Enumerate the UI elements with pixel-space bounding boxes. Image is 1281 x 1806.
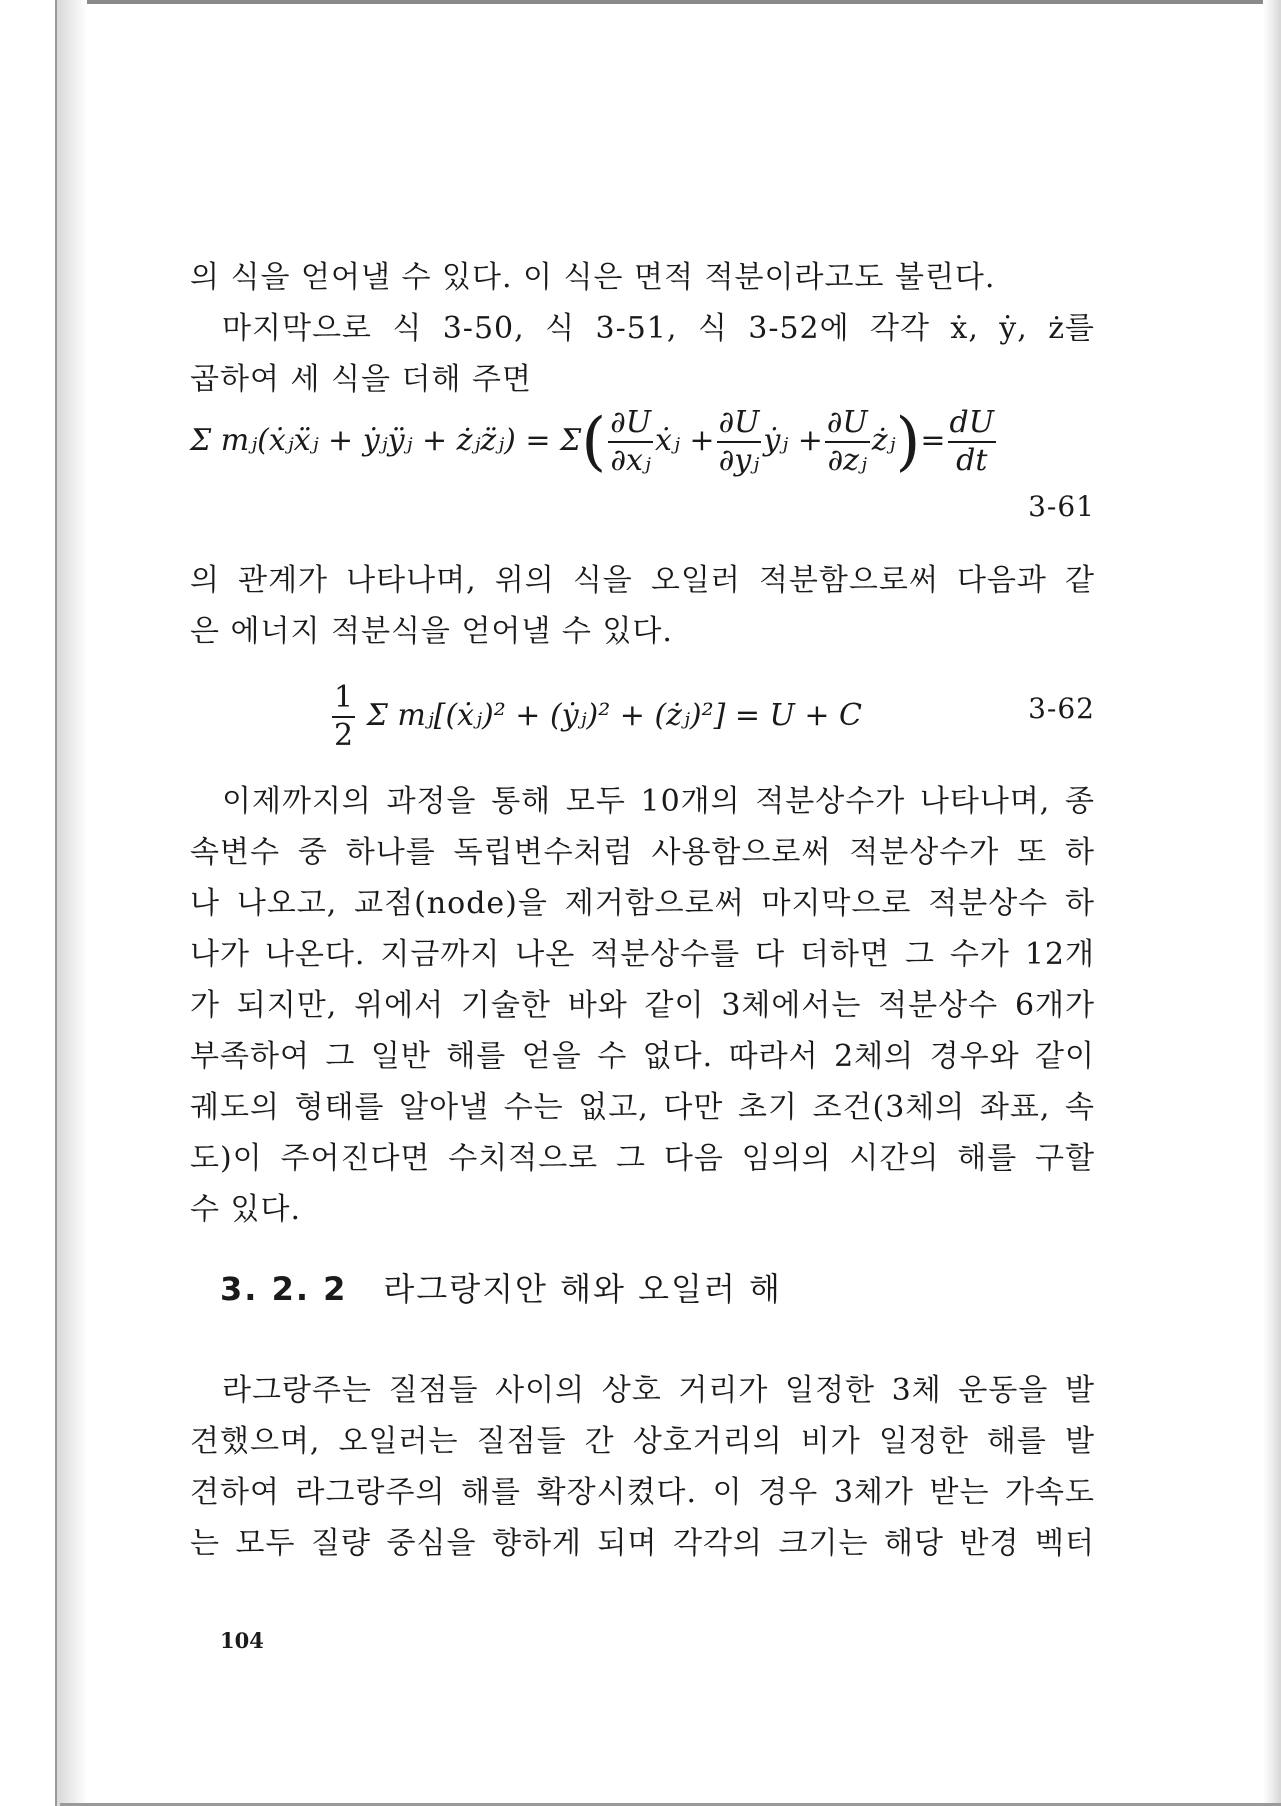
paragraph-line: 수 있다. [190, 1192, 302, 1227]
paragraph-line: 나 나오고, 교점(node)을 제거함으로써 마지막으로 적분상수 하 [190, 886, 1095, 921]
equation-term: ẏⱼ + [763, 423, 823, 458]
right-paren: ) [895, 405, 921, 479]
fraction-numerator: dU [948, 405, 997, 443]
equation-term: ẋⱼ + [655, 423, 715, 458]
paragraph-line: 속변수 중 하나를 독립변수처럼 사용함으로써 적분상수가 또 하 [190, 835, 1095, 870]
page-number: 104 [220, 1628, 264, 1653]
equation-body: Σ mⱼ[(ẋⱼ)² + (ẏⱼ)² + (żⱼ)²] = U + C [366, 698, 862, 733]
fraction-denominator: 2 [334, 718, 354, 753]
equation-term: żⱼ [871, 423, 896, 458]
equation-number: 3-61 [1028, 490, 1095, 523]
fraction-numerator: ∂U [825, 405, 870, 443]
paragraph-line: 이제까지의 과정을 통해 모두 10개의 적분상수가 나타나며, 종 [222, 784, 1095, 819]
page-left-edge [55, 0, 87, 1806]
book-page [190, 0, 1095, 1806]
paragraph-line: 마지막으로 식 3-50, 식 3-51, 식 3-52에 각각 ẋ, ẏ, ż를 [222, 311, 1095, 346]
fraction-denominator: ∂xⱼ [610, 443, 651, 478]
paragraph-line: 은 에너지 적분식을 얻어낼 수 있다. [190, 614, 673, 649]
paragraph-line: 도)이 주어진다면 수치적으로 그 다음 임의의 시간의 해를 구할 [190, 1141, 1095, 1176]
equation-3-62 [330, 680, 862, 754]
paragraph-line: 는 모두 질량 중심을 향하게 되며 각각의 크기는 해당 반경 벡터 [190, 1526, 1095, 1561]
equation-number: 3-62 [1028, 692, 1095, 725]
section-heading [220, 1264, 782, 1310]
fraction [332, 680, 355, 754]
fraction-numerator: ∂U [608, 405, 653, 443]
page-right-edge [1263, 0, 1281, 1806]
left-paren: ( [581, 405, 607, 479]
paragraph-line: 가 되지만, 위에서 기술한 바와 같이 3체에서는 적분상수 6개가 [190, 988, 1095, 1023]
fraction-denominator: ∂zⱼ [827, 443, 867, 478]
fraction-denominator: dt [956, 443, 988, 478]
paragraph-line: 견했으며, 오일러는 질점들 간 상호거리의 비가 일정한 해를 발 [190, 1424, 1095, 1459]
section-title: 라그랑지안 해와 오일러 해 [383, 1270, 782, 1308]
equation-3-61 [190, 405, 998, 479]
equals-sign: = [920, 423, 946, 458]
fraction-denominator: ∂yⱼ [718, 443, 760, 478]
fraction-numerator: ∂U [717, 405, 762, 443]
paragraph-line: 의 관계가 나타나며, 위의 식을 오일러 적분함으로써 다음과 같 [190, 563, 1095, 598]
paragraph-line: 나가 나온다. 지금까지 나온 적분상수를 다 더하면 그 수가 12개 [190, 937, 1095, 972]
paragraph-line: 부족하여 그 일반 해를 얻을 수 없다. 따라서 2체의 경우와 같이 [190, 1039, 1095, 1074]
paragraph-line: 라그랑주는 질점들 사이의 상호 거리가 일정한 3체 운동을 발 [222, 1373, 1095, 1408]
paragraph-line: 궤도의 형태를 알아낼 수는 없고, 다만 초기 조건(3체의 좌표, 속 [190, 1090, 1095, 1125]
fraction-numerator: 1 [332, 680, 355, 718]
fraction [608, 405, 653, 479]
fraction [825, 405, 870, 479]
fraction [948, 405, 997, 479]
section-number: 3. 2. 2 [220, 1270, 348, 1308]
paragraph-line: 의 식을 얻어낼 수 있다. 이 식은 면적 적분이라고도 불린다. [190, 260, 996, 295]
fraction [717, 405, 762, 479]
equation-lhs: Σ mⱼ(ẋⱼẍⱼ + ẏⱼÿⱼ + żⱼz̈ⱼ) = Σ [190, 423, 582, 458]
paragraph-line: 견하여 라그랑주의 해를 확장시켰다. 이 경우 3체가 받는 가속도 [190, 1475, 1095, 1510]
paragraph-line: 곱하여 세 식을 더해 주면 [190, 362, 532, 397]
